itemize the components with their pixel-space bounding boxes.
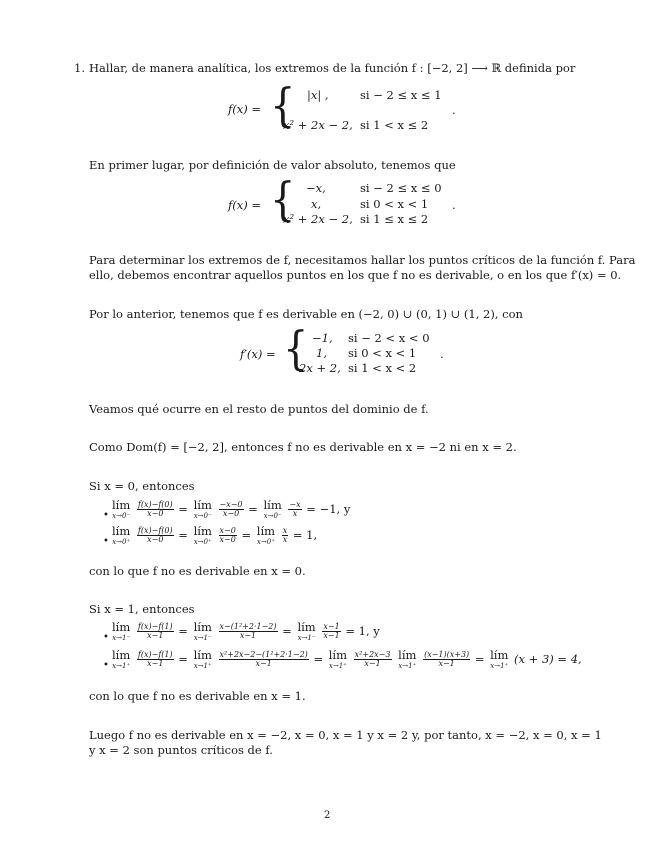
def1-lhs: f(x) = xyxy=(228,102,262,116)
frac-den: x−1 xyxy=(438,659,455,669)
bullet-icon: • xyxy=(103,510,109,521)
frac-num: x−(1²+2·1−2) xyxy=(219,621,277,631)
lim-sub: x→1⁻ xyxy=(193,633,212,642)
limit-result: = 1, y xyxy=(345,623,380,638)
lim-word: lím xyxy=(193,648,212,662)
frac-den: x−0 xyxy=(219,535,236,545)
lim-sub: x→1⁺ xyxy=(193,661,212,670)
lim-sub: x→1⁺ xyxy=(490,661,509,670)
frac-num: x−0 xyxy=(219,525,236,535)
bullet-icon: • xyxy=(103,632,109,643)
def1-end: . xyxy=(452,103,456,117)
frac-den: x−0 xyxy=(147,535,164,545)
case0-left-limit xyxy=(110,500,350,520)
frac-num: x xyxy=(282,525,288,535)
frac-num: f(x)−f(1) xyxy=(137,621,173,631)
case1-left-limit xyxy=(110,622,380,642)
case1-intro: Si x = 1, entonces xyxy=(89,602,195,616)
equals: = xyxy=(313,651,324,666)
def2-cond-1: si − 2 ≤ x ≤ 0 xyxy=(360,181,442,195)
def2-expr-2: x, xyxy=(311,197,322,211)
def3-brace: { xyxy=(283,322,309,376)
lim-word: lím xyxy=(490,648,509,662)
lim-word: lím xyxy=(297,620,316,634)
frac-num: −x xyxy=(289,499,301,509)
frac-num: f(x)−f(1) xyxy=(137,649,173,659)
lim-word: lím xyxy=(112,648,131,662)
frac-den: x−1 xyxy=(147,659,164,669)
frac-num: f(x)−f(0) xyxy=(137,525,173,535)
def2-expr-1: −x, xyxy=(306,181,326,195)
def2-end: . xyxy=(452,198,456,212)
frac-num: (x−1)(x+3) xyxy=(424,649,470,659)
def3-lhs: f′(x) = xyxy=(240,347,276,361)
def1-cond-2: si 1 < x ≤ 2 xyxy=(360,118,429,132)
page-number: 2 xyxy=(324,810,331,821)
bullet-icon: • xyxy=(103,660,109,671)
paragraph-domain: Como Dom(f) = [−2, 2], entonces f no es derivable en x = −2 ni en x = 2. xyxy=(89,440,517,454)
case1-conclusion: con lo que f no es derivable en x = 1. xyxy=(89,689,306,703)
def2-cond-2: si 0 < x < 1 xyxy=(360,197,429,211)
frac-den: x−0 xyxy=(147,509,164,519)
limit-result: = 1, xyxy=(292,527,318,542)
paragraph-derivable: Por lo anterior, tenemos que f es derivable en (−2, 0) ∪ (0, 1) ∪ (1, 2), con xyxy=(89,307,523,321)
frac-den: x−1 xyxy=(255,659,272,669)
equals: = xyxy=(248,501,258,516)
frac-den: x−1 xyxy=(364,659,381,669)
lim-word: lím xyxy=(263,498,282,512)
frac-den: x−1 xyxy=(239,631,257,641)
paragraph-rest-domain: Veamos qué ocurre en el resto de puntos del dominio de f. xyxy=(89,402,429,416)
def3-cond-3: si 1 < x < 2 xyxy=(348,361,417,375)
bullet-icon: • xyxy=(103,536,109,547)
lim-sub: x→1⁺ xyxy=(112,661,131,670)
frac-num: x²+2x−2−(1²+2·1−2) xyxy=(219,649,308,659)
frac-num: f(x)−f(0) xyxy=(137,499,173,509)
lim-word: lím xyxy=(193,524,212,538)
def2-lhs: f(x) = xyxy=(228,198,262,212)
def3-expr-1: −1, xyxy=(312,331,333,345)
case0-right-limit xyxy=(110,526,317,546)
frac-den: x xyxy=(292,509,298,519)
def3-end: . xyxy=(440,347,444,361)
frac-den: x−1 xyxy=(323,631,340,641)
equals: = xyxy=(178,501,188,516)
lim-sub: x→0⁻ xyxy=(112,511,131,520)
paragraph-critical-1: Para determinar los extremos de f, necesitamos hallar los puntos críticos de la función f. Para xyxy=(89,253,636,267)
case1-right-limit xyxy=(110,650,582,670)
problem-statement: Hallar, de manera analítica, los extremos de la función f : [−2, 2] ⟶ ℝ definida por xyxy=(89,61,576,75)
lim-sub: x→1⁻ xyxy=(112,633,131,642)
frac-num: x−1 xyxy=(323,621,340,631)
paragraph-critical-2: ello, debemos encontrar aquellos puntos en los que f no es derivable, o en los que f′(x) = 0. xyxy=(89,268,622,282)
lim-word: lím xyxy=(112,524,131,538)
lim-word: lím xyxy=(256,524,276,538)
final-paragraph-line-1: Luego f no es derivable en x = −2, x = 0, x = 1 y x = 2 y, por tanto, x = −2, x = 0, x = 1 xyxy=(89,728,602,742)
def3-expr-3: 2x + 2, xyxy=(299,361,341,375)
equals: = xyxy=(178,651,188,666)
equals: = xyxy=(178,623,188,638)
lim-word: lím xyxy=(193,620,212,634)
equals: = xyxy=(241,527,252,542)
frac-num: x²+2x−3 xyxy=(354,649,391,659)
frac-den: x−0 xyxy=(222,509,240,519)
def1-cond-1: si − 2 ≤ x ≤ 1 xyxy=(360,88,442,102)
equals: = xyxy=(282,623,292,638)
def2-expr-3: x² + 2x − 2, xyxy=(283,212,353,226)
equals: = xyxy=(178,527,188,542)
lim-sub: x→0⁻ xyxy=(193,511,212,520)
frac-num: −x−0 xyxy=(219,499,243,509)
frac-den: x xyxy=(282,535,288,545)
lim-sub: x→0⁺ xyxy=(112,537,131,546)
lim-sub: x→1⁺ xyxy=(328,661,347,670)
case0-conclusion: con lo que f no es derivable en x = 0. xyxy=(89,564,306,578)
def1-expr-2: x² + 2x − 2, xyxy=(283,118,353,132)
lim-word: lím xyxy=(193,498,212,512)
lim-word: lím xyxy=(112,498,131,512)
def1-expr-1: |x| , xyxy=(307,88,329,102)
case0-intro: Si x = 0, entonces xyxy=(89,479,195,493)
limit-result: (x + 3) = 4, xyxy=(514,651,582,666)
lim-word: lím xyxy=(328,648,348,662)
paragraph-abs-value: En primer lugar, por definición de valor absoluto, tenemos que xyxy=(89,158,456,172)
def1-brace: { xyxy=(270,79,296,133)
def3-expr-2: 1, xyxy=(316,346,327,360)
equals: = xyxy=(474,651,485,666)
lim-word: lím xyxy=(398,648,417,662)
def3-cond-2: si 0 < x < 1 xyxy=(348,346,417,360)
lim-sub: x→0⁺ xyxy=(256,537,275,546)
lim-word: lím xyxy=(112,620,131,634)
def2-brace: { xyxy=(270,173,296,227)
limit-result: = −1, y xyxy=(306,501,351,516)
lim-sub: x→0⁻ xyxy=(263,511,282,520)
final-paragraph-line-2: y x = 2 son puntos críticos de f. xyxy=(89,743,273,757)
def2-cond-3: si 1 ≤ x ≤ 2 xyxy=(360,212,429,226)
frac-den: x−1 xyxy=(147,631,164,641)
lim-sub: x→0⁺ xyxy=(193,537,212,546)
problem-number: 1. xyxy=(74,61,85,75)
def3-cond-1: si − 2 < x < 0 xyxy=(348,331,430,345)
lim-sub: x→1⁻ xyxy=(297,633,316,642)
lim-sub: x→1⁺ xyxy=(398,661,417,670)
